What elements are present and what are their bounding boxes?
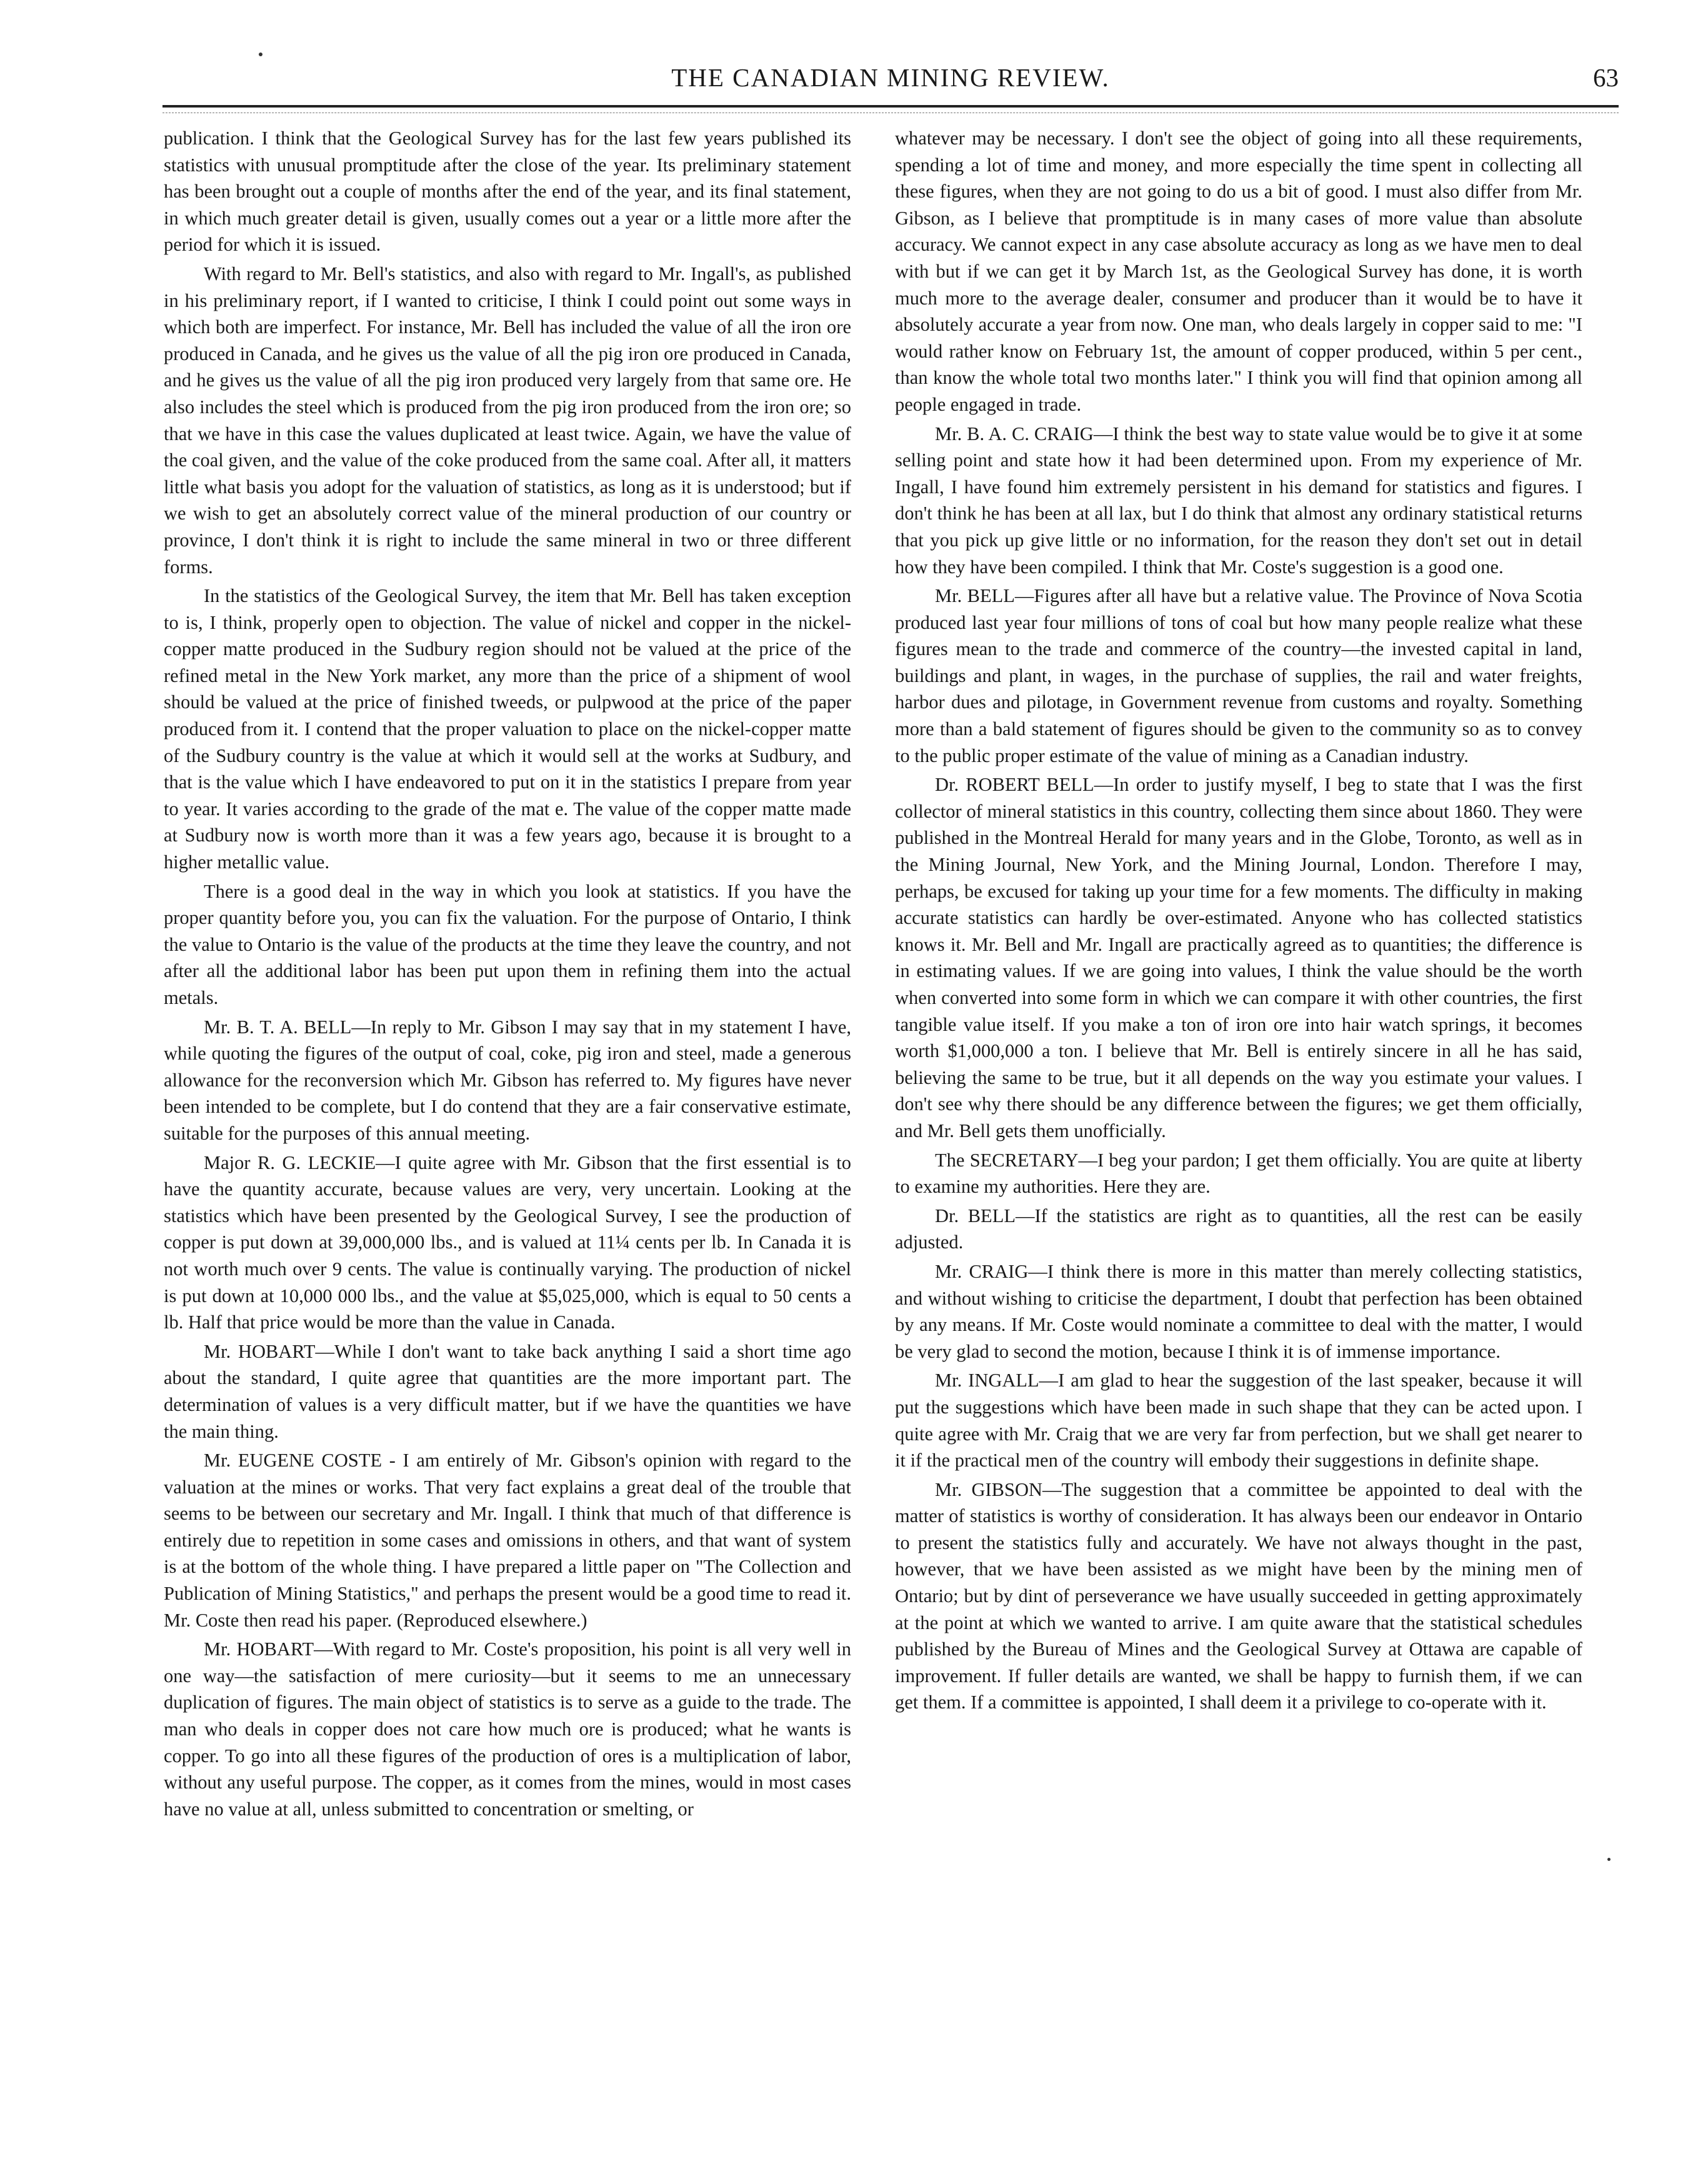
paragraph: There is a good deal in the way in which you look at statistics. If you have the proper quantity before you, you can fix the valuation. For the purpose of Ontario, I think the value to Ontario is the value of the products at the time they leave the country, and not after all the additional labor has been put upon them in refining them into the actual metals. [164,880,851,1008]
right-column [895,125,1582,2144]
paragraph: Mr. EUGENE COSTE - I am entirely of Mr. Gibson's opinion with regard to the valuation at the mines or works. That very fact explains a great deal of the trouble that seems to be between our secretary and Mr. Ingall. I think that much of that difference is entirely due to repetition in some cases and omissions in others, and that want of system is at the bottom of the whole thing. I have prepared a little paper on "The Collection and Publication of Mining Statistics," and perhaps the present would be a good time to read it. Mr. Coste then read his paper. (Reproduced elsewhere.) [164,1450,851,1631]
header-rule [162,105,1619,108]
paragraph: Mr. HOBART—With regard to Mr. Coste's proposition, his point is all very well in one way—the satisfaction of mere curiosity—but it seems to me an unnecessary duplication of figures. The main object of statistics is to serve as a guide to the trade. The man who deals in copper does not care how much ore is produced; what he wants is copper. To go into all these figures of the production of ores is a multiplication of labor, without any useful purpose. The copper, as it comes from the mines, would in most cases have no value at all, unless submitted to concentration or smelting, or [164,1638,851,1820]
page-number: 63 [1593,63,1619,92]
paragraph: The SECRETARY—I beg your pardon; I get them officially. You are quite at liberty to examine my authorities. Here they are. [895,1149,1582,1198]
paragraph: Mr. B. A. C. CRAIG—I think the best way to state value would be to give it at some selling point and state how it had been determined upon. From my experience of Mr. Ingall, I have found him extremely persistent in his demand for statistics and figures. I don't think he has been at all lax, but I do think that almost any ordinary statistical returns that you pick up give little or no information, for the reason they don't set out in detail how they have been compiled. I think that Mr. Coste's suggestion is a good one. [895,423,1582,578]
paragraph: Mr. HOBART—While I don't want to take back anything I said a short time ago about the standard, I quite agree that quantities are the more important part. The determination of values is a very difficult matter, but if we have the quantities we have the main thing. [164,1340,851,1442]
paragraph: whatever may be necessary. I don't see the object of going into all these requirements, spending a lot of time and money, and more especially the time spent in collecting all these figures, when they are not going to do us a bit of good. I must also differ from Mr. Gibson, as I believe that promptitude is in many cases of more value than absolute accuracy. We cannot expect in any case absolute accuracy as long as we have men to deal with but if we can get it by March 1st, as the Geological Survey has done, it is worth much more to the average dealer, consumer and producer than it would be to have it absolutely accurate a year from now. One man, who deals largely in copper said to me: "I would rather know on February 1st, the amount of copper produced, within 5 per cent., than know the whole total two months later." I think you will find that opinion among all people engaged in trade. [895,128,1582,415]
ink-speck [1607,1858,1611,1861]
paragraph: Mr. B. T. A. BELL—In reply to Mr. Gibson I may say that in my statement I have, while quoting the figures of the output of coal, coke, pig iron and steel, made a generous allowance for the reconversion which Mr. Gibson has referred to. My figures have never been intended to be complete, but I do contend that they are a fair conservative estimate, suitable for the purposes of this annual meeting. [164,1016,851,1144]
ink-speck [259,53,262,56]
page-header [162,63,1619,106]
paragraph: Dr. BELL—If the statistics are right as to quantities, all the rest can be easily adjusted. [895,1205,1582,1253]
running-title: THE CANADIAN MINING REVIEW. [671,63,1110,92]
paragraph: Major R. G. LECKIE—I quite agree with Mr. Gibson that the first essential is to have the quantity accurate, because values are very, very uncertain. Looking at the statistics which have been presented by the Geological Survey, I see the production of copper is put down at 39,000,000 lbs., and is valued at 11¼ cents per lb. In Canada it is not worth much over 9 cents. The value is continually varying. The production of nickel is put down at 10,000 000 lbs., and the value at $5,025,000, which is equal to 50 cents a lb. Half that price would be more than the value in Canada. [164,1151,851,1333]
paragraph: Mr. CRAIG—I think there is more in this matter than merely collecting statistics, and without wishing to criticise the department, I doubt that perfection has been obtained by any means. If Mr. Coste would nominate a committee to deal with the matter, I would be very glad to second the motion, because I think it is of immense importance. [895,1260,1582,1362]
paragraph: Dr. ROBERT BELL—In order to justify myself, I beg to state that I was the first collector of mineral statistics in this country, collecting them since about 1860. They were published in the Montreal Herald for many years and in the Globe, Toronto, as well as in the Mining Journal, New York, and the Mining Journal, London. Therefore I may, perhaps, be excused for taking up your time for a few moments. The difficulty in making accurate statistics can hardly be over-estimated. Anyone who has collected statistics knows it. Mr. Bell and Mr. Ingall are practically agreed as to quantities; the difference is in estimating values. If we are going into values, I think the value should be the worth when converted into some form in which we can compare it with other countries, the first tangible value itself. If you make a ton of iron ore into hair watch springs, it becomes worth $1,000,000 a ton. I believe that Mr. Bell is entirely sincere in all he has said, believing the same to be true, but it all depends on the way you estimate your values. I don't see why there should be any difference between the figures; we get them officially, and Mr. Bell gets them unofficially. [895,774,1582,1141]
paragraph: In the statistics of the Geological Survey, the item that Mr. Bell has taken exception to is, I think, properly open to objection. The value of nickel and copper in the nickel-copper matte produced in the Sudbury region should not be valued at the price of the refined metal in the New York market, any more than the price of a shipment of wool should be valued at the price of finished tweeds, or pulpwood at the price of the paper produced from it. I contend that the proper valuation to place on the nickel-copper matte of the Sudbury country is the value at which it would sell at the works at Sudbury, and that is the value which I have endeavored to put on it in the statistics I prepare from year to year. It varies according to the grade of the mat e. The value of the copper matte made at Sudbury now is worth more than it was a few years ago, because it is brought to a higher metallic value. [164,585,851,873]
paragraph: Mr. INGALL—I am glad to hear the suggestion of the last speaker, because it will put the suggestions which have been made in such shape that they can be acted upon. I quite agree with Mr. Craig that we are very far from perfection, but we shall get nearer to it if the practical men of the country will embody their suggestions in definite shape. [895,1370,1582,1472]
paragraph: Mr. GIBSON—The suggestion that a committee be appointed to deal with the matter of statistics is worthy of consideration. It has always been our endeavor in Ontario to present the statistics fully and accurately. We have not always thought in the past, however, that we have been assisted as we might have been by the mining men of Ontario; but by dint of perseverance we have usually succeeded in getting approximately at the point at which we wanted to arrive. I am quite aware that the statistical schedules published by the Bureau of Mines and the Geological Survey at Ottawa are capable of improvement. If fuller details are wanted, we shall be happy to furnish them, if we can get them. If a committee is appointed, I shall deem it a privilege to co-operate with it. [895,1478,1582,1713]
paragraph: Mr. BELL—Figures after all have but a relative value. The Province of Nova Scotia produced last year four millions of tons of coal but how many people realize what these figures mean to the trade and commerce of the country—the invested capital in land, buildings and plant, in wages, in the purchase of supplies, the rail and water freights, harbor dues and pilotage, in Government revenue from customs and royalty. Something more than a bald statement of figures should be given to the community so as to convey to the public proper estimate of the value of mining as a Canadian industry. [895,585,1582,766]
paragraph: With regard to Mr. Bell's statistics, and also with regard to Mr. Ingall's, as published in his preliminary report, if I wanted to criticise, I think I could point out some ways in which both are imperfect. For instance, Mr. Bell has included the value of all the iron ore produced in Canada, and he gives us the value of all the pig iron ore produced in Canada, and he gives us the value of all the pig iron produced very largely from that same ore. He also includes the steel which is produced from the pig iron produced from the iron ore; so that we have in this case the values duplicated at least twice. Again, we have the value of the coal given, and the value of the coke produced from the same coal. After all, it matters little what basis you adopt for the valuation of statistics, as long as it is understood; but if we wish to get an absolutely correct value of the mineral production of our country or province, I don't think it is right to include the same mineral in two or three different forms. [164,263,851,578]
left-column [164,125,851,2144]
paragraph: publication. I think that the Geological Survey has for the last few years published its statistics with unusual promptitude after the close of the year. Its preliminary statement has been brought out a couple of months after the end of the year, and its final statement, in which much greater detail is given, usually comes out a year or a little more after the period for which it is issued. [164,128,851,256]
